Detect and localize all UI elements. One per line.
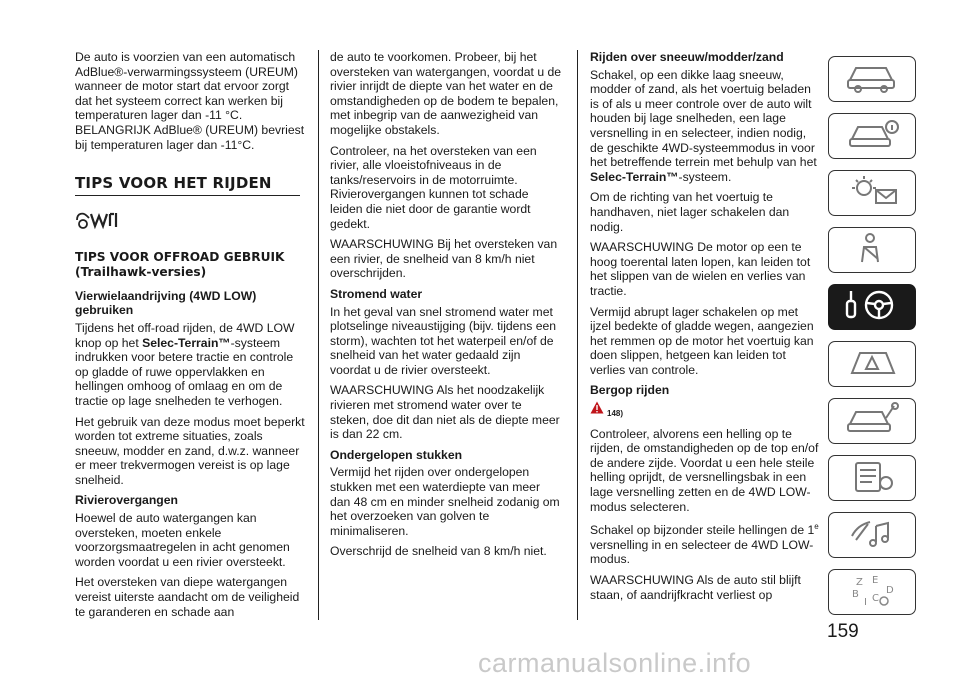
- section-title: TIPS VOOR HET RIJDEN: [75, 174, 272, 193]
- column-2: [330, 50, 562, 565]
- seat-belt-icon: [842, 231, 902, 270]
- tab-safety[interactable]: [828, 227, 916, 273]
- selec-terrain-label: Selec-Terrain™: [142, 335, 231, 350]
- paragraph-river-2: Het oversteken van diepe watergangen vereist uiterste aandacht om de veiligheid te garanderen en schade aan: [75, 575, 300, 619]
- 4x4-badge-icon: [75, 210, 121, 234]
- multimedia-icon: [842, 516, 902, 555]
- paragraph-river-1: Hoewel de auto watergangen kan oversteken, moeten enkele voorzorgsmaatregelen in acht genomen worden voordat u een rivier oversteekt.: [75, 511, 290, 569]
- emergency-triangle-icon: [842, 345, 902, 384]
- adblue-intro: De auto is voorzien van een automatisch AdBlue®-verwarmingssysteem (UREUM) wanneer de motor start dat ervoor zorgt dat het systeem correct kan werken bij temperaturen lager dan -11 °C. BELANGRIJK AdBlue® (UREUM) bevriest bij temperaturen lager dan -11°C.: [75, 50, 305, 152]
- gear-superscript: e: [814, 522, 819, 532]
- offroad-subtitle: TIPS VOOR OFFROAD GEBRUIK (Trailhawk-versies): [75, 249, 285, 279]
- warning-reference: [590, 401, 822, 422]
- tab-emergency[interactable]: [828, 341, 916, 387]
- tab-starting-driving[interactable]: [828, 284, 916, 330]
- page-number: 159: [827, 621, 859, 642]
- paragraph-uphill: Controleer, alvorens een helling op te rijden, de omstandigheden op de top en/of de andere zijde. Voordat u een hele steile helling oprijdt, de versnellingsbak in een lage versnelling zetten en de 4WD LOW-modus selecteren.: [590, 426, 819, 514]
- car-info-icon: [842, 117, 902, 156]
- column-divider-2: [577, 50, 578, 620]
- warning-depth: WAARSCHUWING Als het noodzakelijk rivieren met stromend water over te steken, doe dit dan niet als de diepte meer is dan 22 cm.: [330, 383, 560, 442]
- paragraph-speed-limit: Overschrijd de snelheid van 8 km/h niet.: [330, 544, 547, 559]
- paragraph-downshift: Vermijd abrupt lager schakelen op met ijzel bedekte of gladde wegen, aangezien het remmen op de motor het voertuig kan doen slippen, hetgeen kan leiden tot verlies van controle.: [590, 304, 814, 377]
- warning-engine-speed: WAARSCHUWING De motor op een te hoog toerental laten lopen, kan leiden tot het slippen van de wielen en verlies van tractie.: [590, 240, 811, 298]
- tab-lights[interactable]: [828, 170, 916, 216]
- lights-icon: [842, 174, 902, 213]
- tab-service[interactable]: [828, 398, 916, 444]
- chapter-tabs: [828, 56, 916, 626]
- title-divider: [75, 195, 300, 196]
- paragraph-4wd: [75, 321, 307, 409]
- svg-text:C: C: [872, 592, 879, 604]
- svg-text:B: B: [852, 588, 859, 600]
- wrench-service-icon: [842, 402, 902, 441]
- tab-dashboard[interactable]: [828, 56, 916, 102]
- paragraph-4wd-text-a: Tijdens het off-road rijden, de 4WD LOW knop op het: [75, 320, 295, 350]
- heading-river: Rivierovergangen: [75, 493, 178, 508]
- watermark: carmanualsonline.info: [478, 648, 752, 678]
- paragraph-4wd-text-b: -systeem indrukken voor betere tractie en controle op gladde of ruwe oppervlakken en hellingen omhoog of omlaag en om de tractie op lage snelheden te verhogen.: [75, 335, 294, 408]
- selec-terrain-label-2: Selec-Terrain™: [590, 169, 679, 184]
- svg-text:D: D: [886, 584, 894, 596]
- tab-car-info[interactable]: [828, 113, 916, 159]
- heading-uphill: Bergop rijden: [590, 383, 670, 398]
- heading-4wd: Vierwielaandrijving (4WD LOW) gebruiken: [75, 288, 257, 318]
- paragraph-snow-end: -systeem.: [678, 169, 732, 184]
- svg-text:Z: Z: [856, 576, 863, 588]
- svg-text:E: E: [872, 574, 879, 586]
- paragraph-flooded: Vermijd het rijden over ondergelopen stukken met een waterdiepte van meer dan 48 cm en minder snelheid zodanig om het overzoeken van golven te minimaliseren.: [330, 465, 560, 538]
- tab-index[interactable]: [828, 569, 916, 615]
- paragraph-direction: Om de richting van het voertuig te handhaven, niet lager schakelen dan nodig.: [590, 190, 790, 234]
- alphabetical-index-icon: [842, 573, 902, 612]
- tab-multimedia[interactable]: [828, 512, 916, 558]
- dashboard-car-icon: [842, 60, 902, 99]
- warning-speed: WAARSCHUWING Bij het oversteken van een rivier, de snelheid van 8 km/h niet overschrijden.: [330, 237, 558, 281]
- paragraph-steep-b: versnelling in en selecteer de 4WD LOW-modus.: [590, 537, 814, 567]
- paragraph-check-fluids: Controleer, na het oversteken van een rivier, alle vloeistofniveaus in de tanks/reservoirs in de motorruimte. Rivierovergangen kunnen tot schade leiden die niet door de garantie wordt gedekt.: [330, 143, 537, 231]
- heading-flooded: Ondergelopen stukken: [330, 447, 463, 462]
- heading-snow: Rijden over sneeuw/modder/zand: [590, 50, 784, 64]
- paragraph-4wd-usage: Het gebruik van deze modus moet beperkt worden tot extreme situaties, zoals sneeuw, modder en zand, d.w.z. wanneer er meer trekvermogen vereist is op lage snelheid.: [75, 414, 305, 487]
- column-divider-1: [318, 50, 319, 620]
- paragraph-snow-text: Schakel, op een dikke laag sneeuw, modder of zand, als het voertuig beladen is of als u meer controle over de auto wilt houden bij lage snelheden, een lage versnelling in en selecteer, indien nodig, de geschikte 4WD-systeemmodus in voor het betreffende terrein met behulp van het: [590, 67, 817, 170]
- heading-stream: Stromend water: [330, 286, 423, 301]
- key-steering-wheel-icon: [837, 287, 907, 328]
- svg-text:I: I: [864, 596, 867, 607]
- paragraph-steep: [590, 520, 822, 567]
- paragraph-snow: [590, 68, 822, 185]
- warning-ref-number: 148): [607, 409, 624, 419]
- warning-stall: WAARSCHUWING Als de auto stil blijft staan, of aandrijfkracht verliest op: [590, 573, 801, 602]
- technical-data-icon: [842, 459, 902, 498]
- paragraph-crossing: de auto te voorkomen. Probeer, bij het oversteken van watergangen, voordat u de rivier inrijdt de diepte van het water en de omstandigheden op de bodem te bepalen, met inbegrip van de aanwezigheid van mogelijke obstakels.: [330, 50, 562, 137]
- warning-triangle-icon: [590, 401, 604, 418]
- tab-technical-data[interactable]: [828, 455, 916, 501]
- paragraph-stream: In het geval van snel stromend water met plotselinge niveaustijging (bijv. tijdens een storm), wachten tot het waterpeil en/of de snelheid van het water gedaald zijn voordat u de rivier oversteekt.: [330, 304, 557, 377]
- column-1: [75, 50, 307, 625]
- paragraph-steep-a: Schakel op bijzonder steile hellingen de 1: [590, 523, 815, 538]
- column-3: [590, 50, 822, 608]
